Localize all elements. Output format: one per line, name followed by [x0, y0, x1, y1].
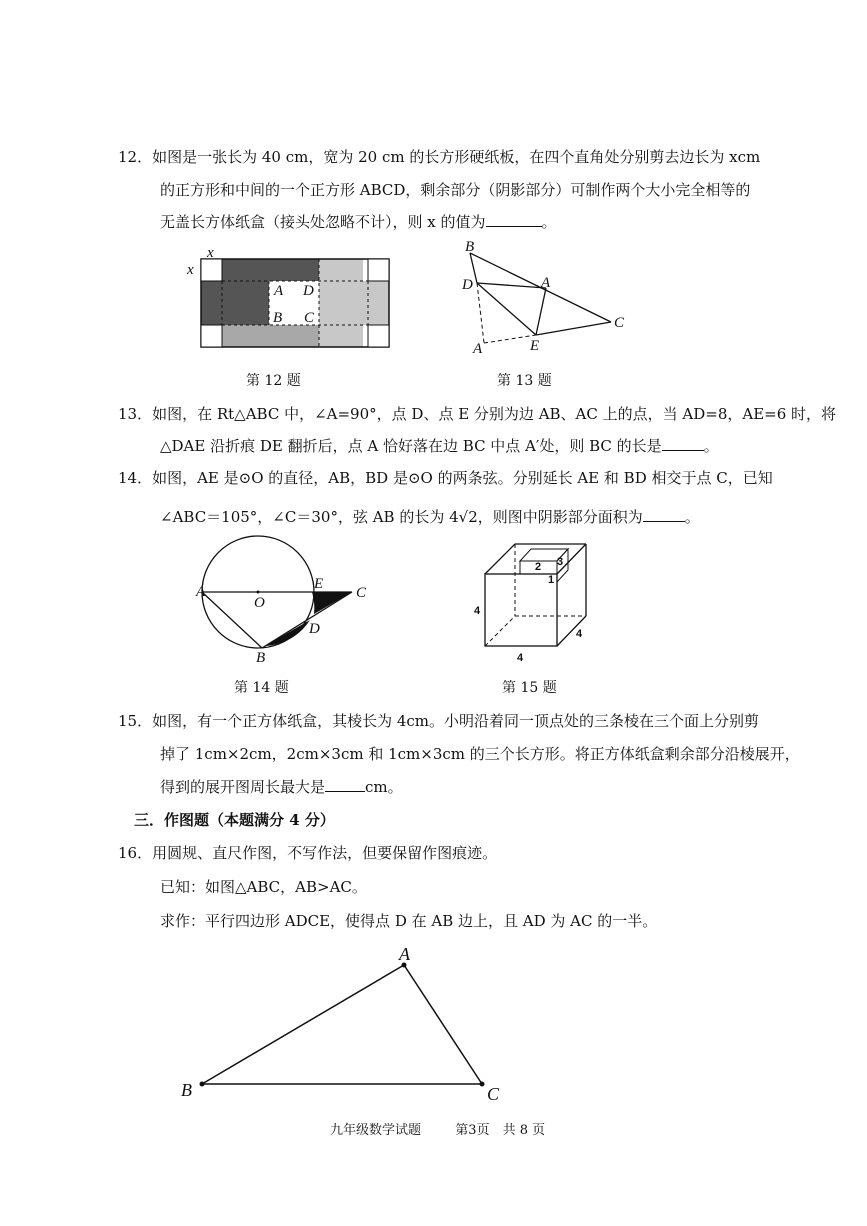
fig15-label-2: 2 — [535, 561, 542, 573]
q15-line-1: 15．如图，有一个正方体纸盒，其棱长为 4cm。小明沿着同一顶点处的三条棱在三个面上分别剪 — [118, 712, 760, 730]
fig15-label-edge-bottom: 4 — [517, 652, 524, 664]
fig16-side-AB — [202, 965, 404, 1084]
q14-caption: 第 14 题 — [234, 680, 289, 696]
q15-caption: 第 15 题 — [502, 680, 557, 696]
fig15-label-edge-right: 4 — [576, 628, 583, 640]
fig12-label-x-left: x — [187, 262, 194, 278]
q12-line-2: 的正方形和中间的一个正方形 ABCD，剩余部分（阴影部分）可制作两个大小完全相等的 — [160, 181, 751, 199]
fig12-label-D: D — [303, 283, 314, 299]
q15-line-3-text: 得到的展开图周长最大是 — [160, 778, 326, 796]
fig15-label-edge-left: 4 — [474, 605, 481, 617]
fig16-label-A: A — [399, 944, 410, 964]
q13-caption: 第 13 题 — [497, 373, 552, 389]
q16-line-2: 已知：如图△ABC，AB>AC。 — [160, 878, 367, 896]
fig14-label-A: A — [196, 584, 206, 600]
fig16-point-C — [480, 1082, 485, 1087]
fig14-label-C: C — [356, 585, 367, 601]
fig14-label-E: E — [314, 576, 324, 592]
footer — [330, 1119, 545, 1138]
fig16-label-B: B — [181, 1080, 192, 1100]
fig14-label-O: O — [254, 595, 265, 611]
q15-line-2: 掉了 1cm×2cm，2cm×3cm 和 1cm×3cm 的三个长方形。将正方体纸盒剩余部分沿棱展开， — [160, 745, 800, 763]
q12-line-1: 12．如图是一张长为 40 cm，宽为 20 cm 的长方形硬纸板，在四个直角处分别剪去边长为 xcm — [118, 148, 761, 166]
fig15-label-3: 3 — [557, 556, 564, 568]
fig16-side-AC — [404, 965, 482, 1084]
fig16-point-B — [200, 1082, 205, 1087]
fig12-label-x-top: x — [207, 245, 214, 261]
q12-line-3-text: 无盖长方体纸盒（接头处忽略不计），则 x 的值为 — [160, 213, 486, 231]
fig13-label-A: A — [473, 341, 483, 357]
q13-line-2-text: △DAE 沿折痕 DE 翻折后，点 A 恰好落在边 BC 中点 A′处，则 BC 的长是 — [160, 437, 662, 455]
section-3-title: 三．作图题（本题满分 4 分） — [134, 811, 335, 829]
footer-page-number: 第3页 共 8 页 — [455, 1123, 546, 1138]
q15-line-3-end: cm。 — [365, 778, 403, 796]
fig16-label-C: C — [487, 1084, 500, 1104]
q12-line-3-end: 。 — [541, 213, 557, 231]
footer-title: 九年级数学试题 — [330, 1123, 422, 1138]
q13-line-2-end: 。 — [703, 437, 719, 455]
fig13-label-C: C — [614, 315, 625, 331]
fig14-label-D: D — [309, 621, 320, 637]
fig13-label-B: B — [465, 239, 475, 255]
q12-caption: 第 12 题 — [246, 373, 301, 389]
fig14-label-B: B — [256, 650, 266, 666]
fig12-label-C: C — [304, 310, 315, 326]
fig13-label-D: D — [462, 277, 473, 293]
q14-line-2-end: 。 — [684, 508, 700, 526]
fig12-label-B: B — [273, 310, 283, 326]
fig13-label-A-prime: A — [541, 275, 551, 291]
q14-line-1: 14．如图，AE 是⊙O 的直径，AB，BD 是⊙O 的两条弦。分别延长 AE 和 BD 相交于点 C，已知 — [118, 469, 773, 487]
q16-line-1: 16．用圆规、直尺作图，不写作法，但要保留作图痕迹。 — [118, 844, 498, 862]
q13-line-1: 13．如图，在 Rt△ABC 中，∠A=90°，点 D、点 E 分别为边 AB、AC 上的点，当 AD=8，AE=6 时，将 — [118, 405, 837, 423]
fig13-label-E: E — [530, 338, 540, 354]
fig12-label-A: A — [274, 283, 284, 299]
fig15-label-1: 1 — [548, 574, 555, 586]
q14-line-2-text: ∠ABC＝105°，∠C＝30°，弦 AB 的长为 4√2，则图中阴影部分面积为 — [160, 508, 643, 526]
q16-line-3: 求作：平行四边形 ADCE，使得点 D 在 AB 边上，且 AD 为 AC 的一半。 — [160, 912, 658, 930]
